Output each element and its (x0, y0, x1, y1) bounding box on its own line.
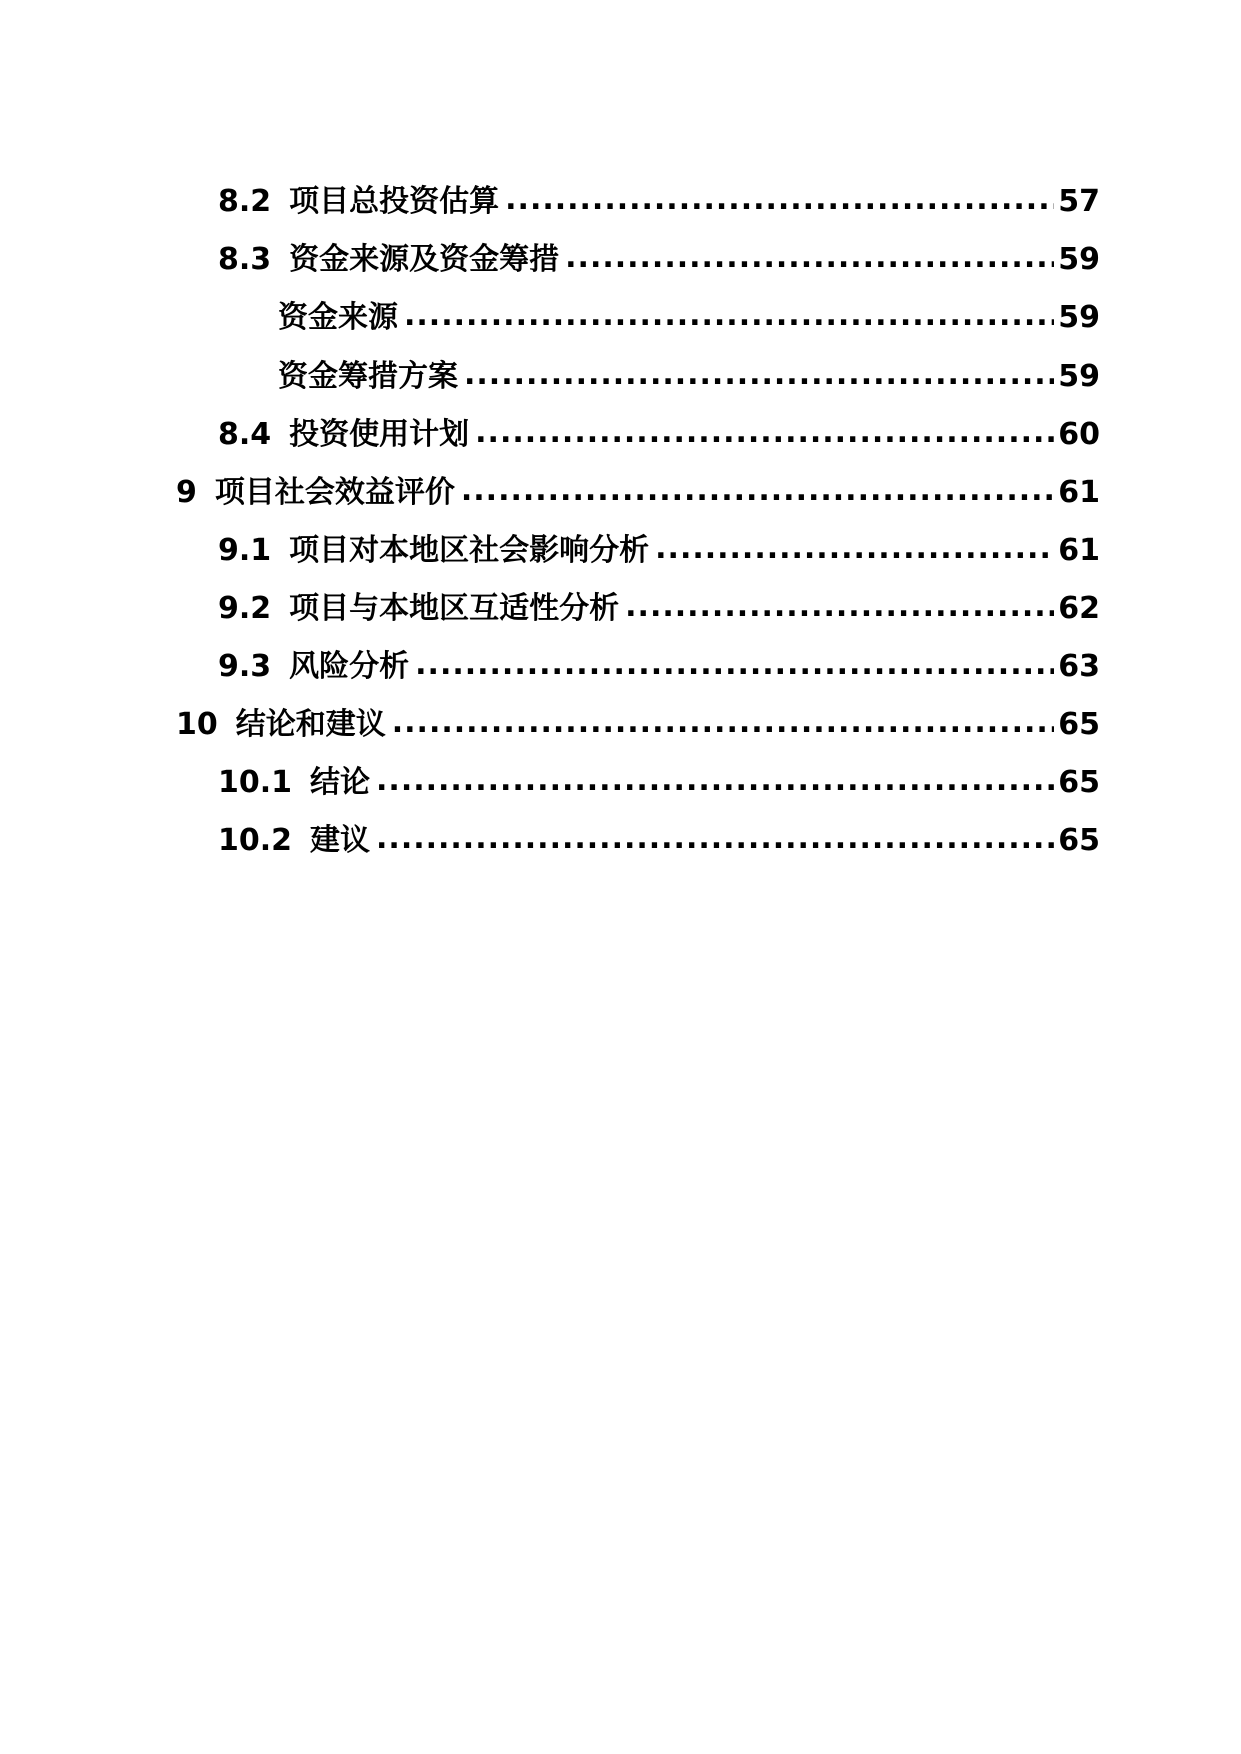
toc-page-number: 63 (1058, 649, 1100, 684)
toc-page-number: 61 (1058, 533, 1100, 568)
dot-leader (475, 411, 1054, 455)
toc-page-number: 59 (1058, 242, 1100, 277)
toc-entry-funding-plan[interactable] (278, 355, 1100, 399)
toc-number: 8.2 (218, 184, 272, 219)
toc-title: 风险分析 (289, 649, 410, 684)
toc-number: 8.3 (218, 242, 272, 277)
toc-entry-10-2[interactable] (218, 819, 1100, 863)
toc-entry-9-3[interactable] (218, 645, 1100, 689)
dot-leader (415, 643, 1054, 687)
toc-entry-9[interactable] (176, 471, 1100, 515)
toc-title: 项目与本地区互适性分析 (289, 591, 620, 626)
toc-title: 结论 (310, 765, 371, 800)
toc-entry-8-2[interactable] (218, 180, 1100, 224)
toc-page-number: 57 (1058, 184, 1100, 219)
dot-leader (625, 585, 1054, 629)
toc-page-number: 60 (1058, 417, 1100, 452)
toc-entry-funding-source[interactable] (278, 296, 1100, 340)
toc-title: 资金来源及资金筹措 (289, 242, 560, 277)
toc-page-number: 61 (1058, 475, 1100, 510)
dot-leader (565, 236, 1054, 280)
dot-leader (376, 759, 1054, 803)
dot-leader (464, 353, 1054, 397)
dot-leader (392, 701, 1055, 745)
toc-entry-9-2[interactable] (218, 587, 1100, 631)
toc-title: 建议 (310, 823, 371, 858)
toc-page-number: 59 (1058, 300, 1100, 335)
toc-number: 8.4 (218, 417, 272, 452)
toc-number: 9.3 (218, 649, 272, 684)
toc-entry-8-4[interactable] (218, 413, 1100, 457)
toc-title: 资金筹措方案 (278, 359, 458, 394)
dot-leader (404, 294, 1054, 338)
toc-number: 10.1 (218, 765, 293, 800)
dot-leader (461, 469, 1054, 513)
toc-title: 项目对本地区社会影响分析 (289, 533, 650, 568)
toc-title: 投资使用计划 (289, 417, 470, 452)
toc-entry-8-3[interactable] (218, 238, 1100, 282)
toc-entry-10[interactable] (176, 703, 1100, 747)
toc-title: 项目社会效益评价 (214, 475, 455, 510)
dot-leader (655, 527, 1054, 571)
dot-leader (376, 817, 1054, 861)
toc-number: 10.2 (218, 823, 293, 858)
toc-title: 结论和建议 (235, 707, 386, 742)
toc-number: 10 (176, 707, 218, 742)
toc-entry-10-1[interactable] (218, 761, 1100, 805)
toc-page-number: 65 (1058, 707, 1100, 742)
toc-title: 资金来源 (278, 300, 398, 335)
dot-leader (505, 178, 1054, 222)
toc-entry-9-1[interactable] (218, 529, 1100, 573)
toc-number: 9.2 (218, 591, 272, 626)
toc-page-number: 65 (1058, 823, 1100, 858)
toc-number: 9.1 (218, 533, 272, 568)
toc-page-number: 62 (1058, 591, 1100, 626)
toc-page-number: 65 (1058, 765, 1100, 800)
toc-number: 9 (176, 475, 197, 510)
toc-page-number: 59 (1058, 359, 1100, 394)
toc-title: 项目总投资估算 (289, 184, 500, 219)
